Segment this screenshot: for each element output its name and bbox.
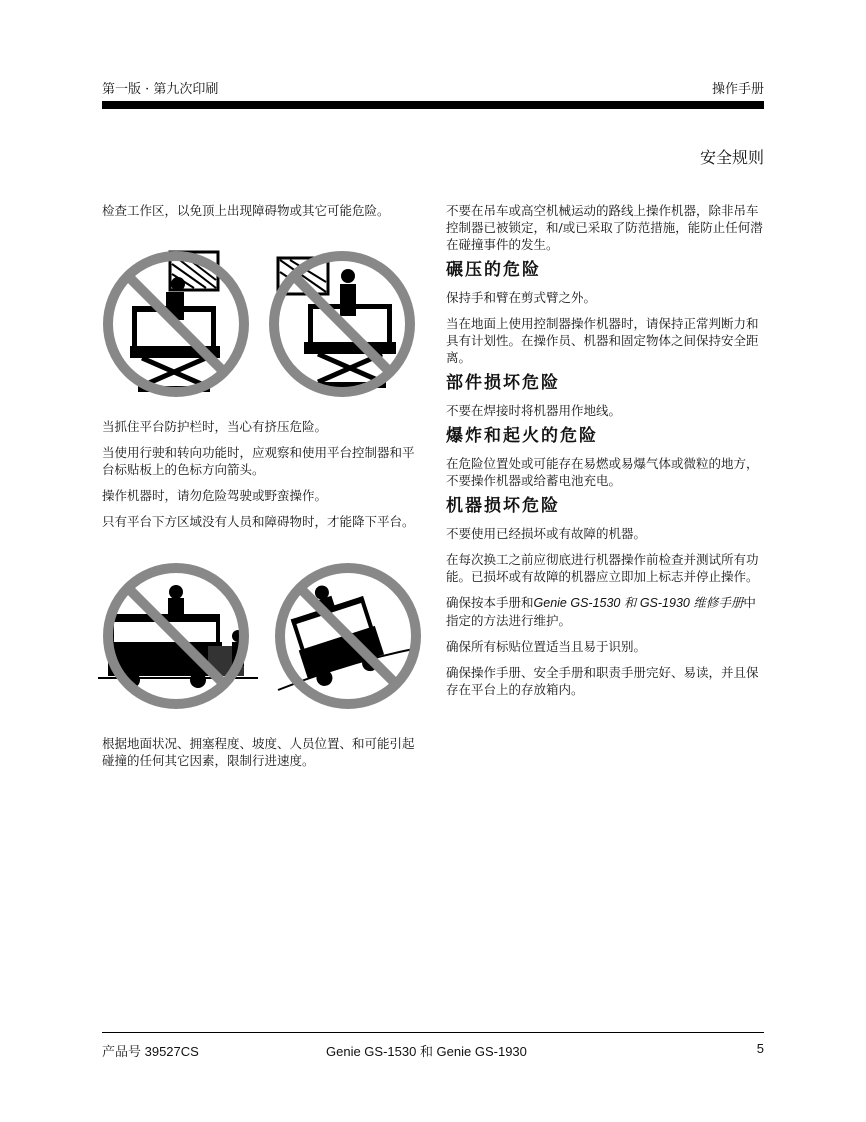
heading-machine-damage: 机器损坏危险 [446, 496, 560, 516]
heading-explosion-fire: 爆炸和起火的危险 [446, 426, 598, 446]
footer-rule [102, 1032, 764, 1033]
left-column-middle [102, 418, 420, 539]
paragraph-lowering: 只有平台下方区域没有人员和障碍物时，才能降下平台。 [102, 514, 415, 529]
maintenance-text-c: 中指定的方法进行维护。 [446, 595, 756, 628]
paragraph-pre-operation-check: 在每次换工之前应彻底进行机器操作前检查并测试所有功能。已损坏或有故障的机器应立即加上标志并停止操作。 [446, 552, 759, 584]
paragraph-crane-path: 不要在吊车或高空机械运动的路线上操作机器，除非吊车控制器已被锁定，和/或已采取了防范措施，能防止任何潜在碰撞事件的发生。 [446, 203, 763, 252]
left-column-top [102, 202, 420, 228]
header-rule [102, 101, 764, 109]
footer-part-number: 产品号 39527CS [102, 1044, 199, 1059]
paragraph-no-reckless: 操作机器时，请勿危险驾驶或野蛮操作。 [102, 488, 328, 503]
heading-crush-hazard: 碾压的危险 [446, 260, 541, 280]
prohibition-sign-collision [98, 568, 258, 704]
footer-page-number: 5 [756, 1041, 764, 1056]
paragraph-overhead-check: 检查工作区，以免顶上出现障碍物或其它可能危险。 [102, 203, 390, 218]
paragraph-travel-speed: 根据地面状况、拥塞程度、坡度、人员位置、和可能引起碰撞的任何其它因素，限制行进速度。 [102, 736, 415, 768]
overhead-hazard-illustration [102, 246, 420, 406]
service-manual-reference: Genie GS-1530 和 GS-1930 维修手册 [533, 596, 744, 610]
maintenance-text-a: 确保按本手册和 [446, 595, 534, 610]
left-column-bottom [102, 735, 420, 778]
paragraph-drive-steer: 当使用行驶和转向功能时，应观察和使用平台控制器和平台标贴板上的色标方向箭头。 [102, 445, 415, 477]
paragraph-keep-hands-clear: 保持手和臂在剪式臂之外。 [446, 290, 597, 305]
paragraph-manuals-storage: 确保操作手册、安全手册和职责手册完好、易读，并且保存在平台上的存放箱内。 [446, 665, 759, 697]
prohibition-sign-right [274, 256, 410, 392]
paragraph-no-damaged-machine: 不要使用已经损坏或有故障的机器。 [446, 526, 647, 541]
paragraph-no-ground-welding: 不要在焊接时将机器用作地线。 [446, 403, 622, 418]
paragraph-hazardous-location: 在危险位置处或可能存在易燃或易爆气体或微粒的地方，不要操作机器或给蓄电池充电。 [446, 456, 759, 488]
footer-model-name: Genie GS-1530 和 Genie GS-1930 [326, 1044, 527, 1059]
prohibition-sign-left [108, 252, 244, 392]
paragraph-maintenance [446, 594, 764, 629]
section-title: 安全规则 [699, 148, 764, 167]
paragraph-decals: 确保所有标贴位置适当且易于识别。 [446, 639, 647, 654]
paragraph-ground-controls: 当在地面上使用控制器操作机器时，请保持正常判断力和具有计划性。在操作员、机器和固定物体之间保持安全距离。 [446, 316, 759, 365]
header-edition: 第一版 · 第九次印刷 [102, 82, 219, 97]
collision-hazard-illustration [98, 562, 428, 712]
header-manual-title: 操作手册 [711, 82, 764, 97]
heading-component-damage: 部件损坏危险 [446, 373, 560, 393]
right-column [446, 202, 764, 707]
paragraph-pinch-hazard: 当抓住平台防护栏时，当心有挤压危险。 [102, 419, 328, 434]
prohibition-sign-tipover [278, 568, 418, 704]
